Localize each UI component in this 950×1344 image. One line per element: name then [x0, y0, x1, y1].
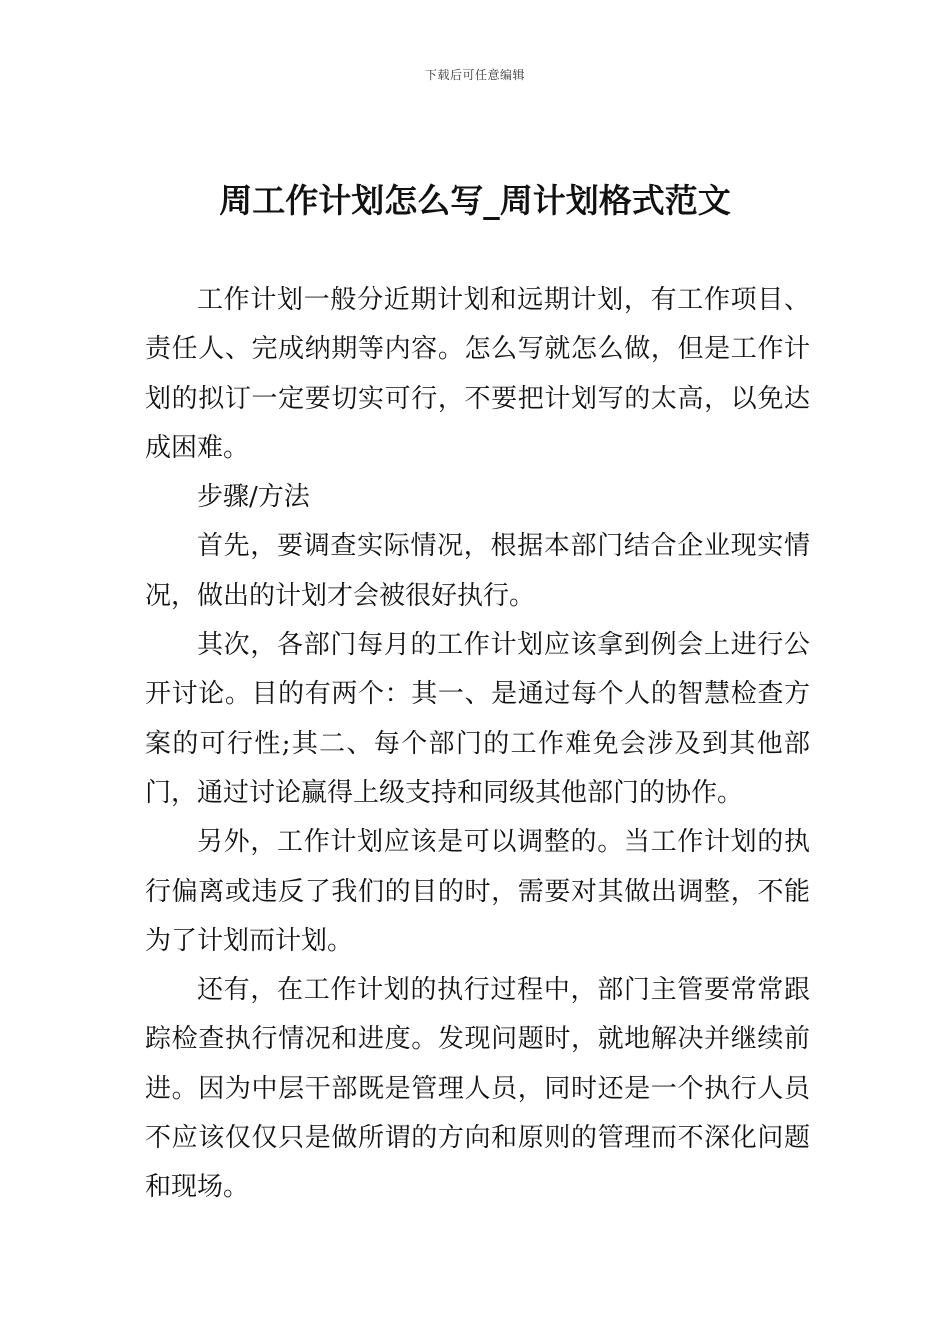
paragraph-first: 首先，要调查实际情况，根据本部门结合企业现实情况，做出的计划才会被很好执行。: [145, 531, 810, 611]
paragraph-steps-heading: 步骤/方法: [197, 482, 310, 513]
document-body: [145, 276, 810, 1213]
paragraph-second: 其次，各部门每月的工作计划应该拿到例会上进行公开讨论。目的有两个：其一、是通过每个人的智慧检查方案的可行性;其二、每个部门的工作难免会涉及到其他部门，通过讨论赢得上级支持和同级其他部门的协作。: [145, 630, 810, 808]
paragraph-additionally: 另外，工作计划应该是可以调整的。当工作计划的执行偏离或违反了我们的目的时，需要对其做出调整，不能为了计划而计划。: [145, 827, 810, 956]
document-title: 周工作计划怎么写_周计划格式范文: [219, 181, 731, 220]
header-note: 下载后可任意编辑: [424, 68, 525, 82]
paragraph-intro: 工作计划一般分近期计划和远期计划，有工作项目、责任人、完成纳期等内容。怎么写就怎么做，但是工作计划的拟订一定要切实可行，不要把计划写的太高，以免达成困难。: [145, 285, 810, 463]
paragraph-also: 还有，在工作计划的执行过程中，部门主管要常常跟踪检查执行情况和进度。发现问题时，就地解决并继续前进。因为中层干部既是管理人员，同时还是一个执行人员不应该仅仅只是做所谓的方向和原则的管理而不深化问题和现场。: [145, 975, 810, 1203]
